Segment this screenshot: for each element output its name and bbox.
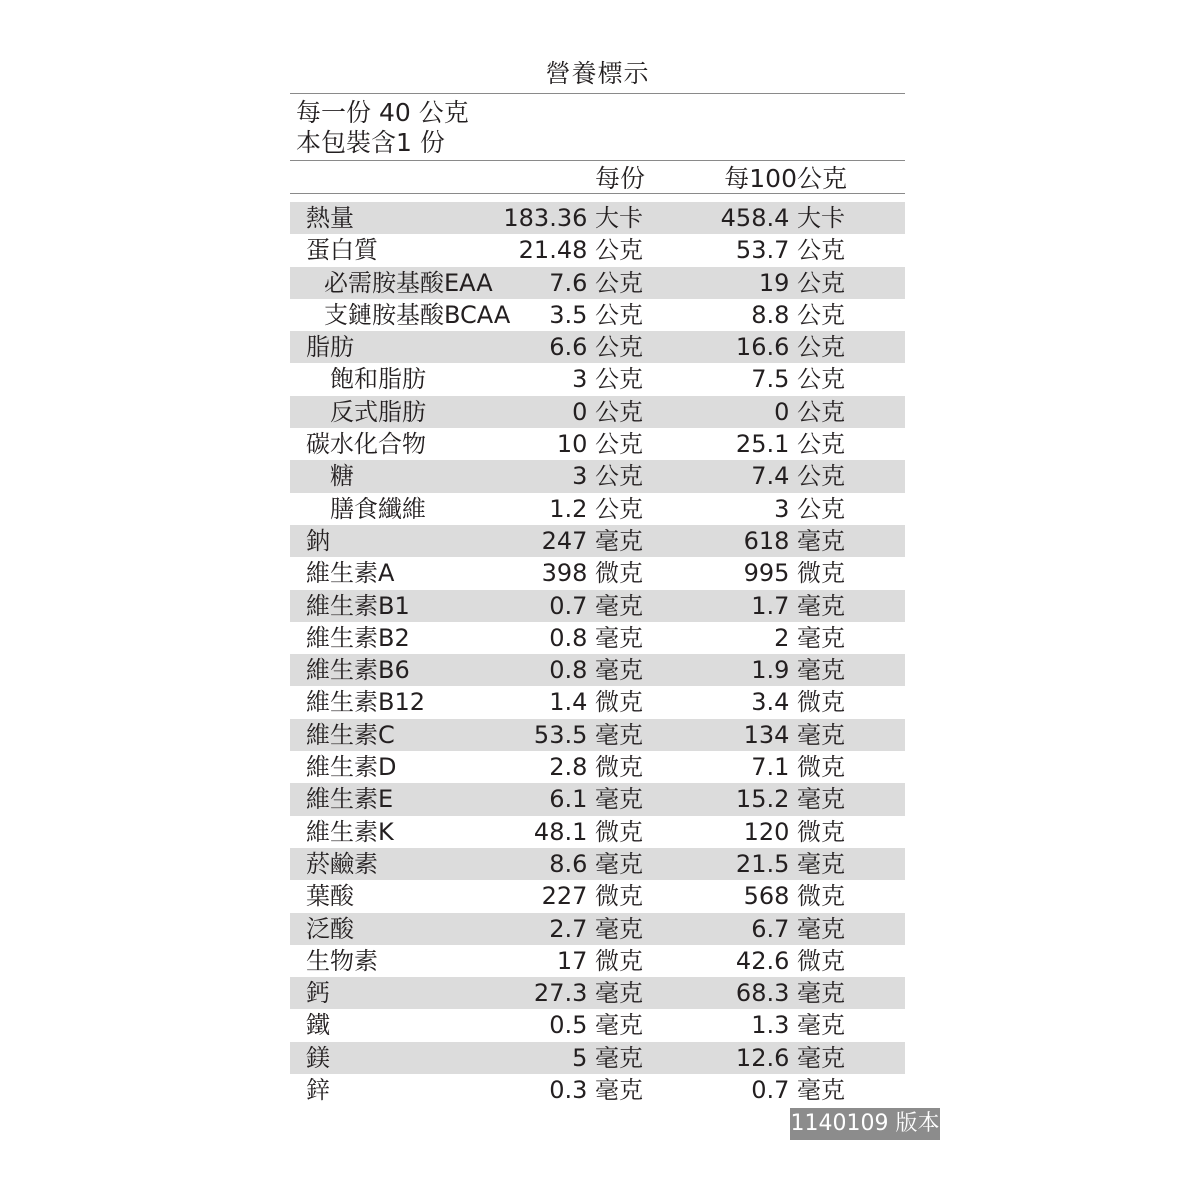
value-per-serving: 1.4 微克 — [549, 688, 643, 717]
table-row — [290, 654, 905, 686]
value-per-serving: 398 微克 — [541, 559, 643, 588]
value-per-100g: 25.1 公克 — [735, 430, 845, 459]
column-header-row — [290, 161, 905, 193]
table-row — [290, 1074, 905, 1106]
nutrient-name: 維生素C — [306, 720, 395, 749]
table-row — [290, 719, 905, 751]
value-per-serving: 17 微克 — [556, 946, 643, 975]
table-row — [290, 1009, 905, 1041]
value-per-serving: 0.8 毫克 — [549, 656, 643, 685]
table-row — [290, 977, 905, 1009]
value-per-serving: 227 微克 — [541, 882, 643, 911]
value-per-100g: 8.8 公克 — [751, 300, 845, 329]
table-row — [290, 751, 905, 783]
version-badge: 1140109 版本 — [790, 1108, 940, 1140]
column-header-per-serving: 每份 — [594, 164, 645, 193]
value-per-serving: 1.2 公克 — [549, 494, 643, 523]
table-row — [290, 331, 905, 363]
value-per-serving: 2.7 毫克 — [549, 914, 643, 943]
value-per-100g: 2 毫克 — [774, 623, 845, 652]
nutrient-name: 菸鹼素 — [306, 849, 378, 878]
nutrient-name: 泛酸 — [306, 914, 354, 943]
value-per-100g: 458.4 大卡 — [720, 204, 845, 232]
table-row — [290, 816, 905, 848]
table-row — [290, 880, 905, 912]
table-row — [290, 848, 905, 880]
nutrient-rows — [290, 202, 905, 1106]
nutrient-name: 維生素K — [306, 817, 394, 846]
table-row — [290, 1042, 905, 1074]
value-per-100g: 7.5 公克 — [751, 365, 845, 394]
value-per-serving: 10 公克 — [556, 430, 643, 459]
nutrient-name: 膳食纖維 — [330, 494, 426, 523]
value-per-serving: 3.5 公克 — [549, 300, 643, 329]
value-per-serving: 0.5 毫克 — [549, 1011, 643, 1040]
value-per-100g: 995 微克 — [743, 559, 845, 588]
serving-info — [290, 94, 905, 160]
nutrient-name: 碳水化合物 — [306, 430, 426, 459]
value-per-100g: 12.6 毫克 — [735, 1043, 845, 1072]
table-row — [290, 686, 905, 718]
nutrient-name: 反式脂肪 — [330, 397, 426, 426]
value-per-100g: 42.6 微克 — [735, 946, 845, 975]
table-row — [290, 913, 905, 945]
value-per-serving: 6.6 公克 — [549, 333, 643, 362]
value-per-serving: 3 公克 — [572, 365, 643, 394]
nutrient-name: 鈣 — [306, 979, 330, 1008]
table-row — [290, 299, 905, 331]
value-per-100g: 16.6 公克 — [735, 333, 845, 362]
value-per-100g: 19 公克 — [758, 268, 845, 297]
table-row — [290, 234, 905, 266]
table-row — [290, 396, 905, 428]
nutrient-name: 鎂 — [306, 1043, 330, 1072]
value-per-100g: 7.1 微克 — [751, 753, 845, 782]
table-row — [290, 557, 905, 589]
value-per-100g: 53.7 公克 — [735, 236, 845, 265]
value-per-100g: 15.2 毫克 — [735, 785, 845, 814]
nutrient-name: 維生素B2 — [306, 623, 410, 652]
value-per-serving: 3 公克 — [572, 462, 643, 491]
value-per-100g: 6.7 毫克 — [751, 914, 845, 943]
value-per-serving: 2.8 微克 — [549, 753, 643, 782]
value-per-100g: 1.7 毫克 — [751, 591, 845, 620]
nutrient-name: 糖 — [330, 462, 354, 491]
nutrient-name: 葉酸 — [306, 882, 354, 911]
nutrient-name: 維生素E — [306, 785, 394, 814]
value-per-100g: 21.5 毫克 — [735, 849, 845, 878]
value-per-serving: 183.36 大卡 — [503, 204, 643, 232]
nutrient-name: 生物素 — [306, 946, 378, 975]
value-per-serving: 6.1 毫克 — [549, 785, 643, 814]
value-per-100g: 1.3 毫克 — [751, 1011, 845, 1040]
nutrient-name: 維生素B1 — [306, 591, 410, 620]
table-row — [290, 783, 905, 815]
value-per-serving: 8.6 毫克 — [549, 849, 643, 878]
table-row — [290, 202, 905, 234]
table-row — [290, 460, 905, 492]
nutrient-name: 鈉 — [306, 526, 330, 555]
nutrient-name: 必需胺基酸EAA — [324, 268, 493, 297]
value-per-100g: 0 公克 — [774, 397, 845, 426]
value-per-100g: 1.9 毫克 — [751, 656, 845, 685]
serving-size: 每一份 40 公克 — [296, 98, 469, 127]
column-header-per-100g: 每100公克 — [724, 164, 847, 193]
nutrient-name: 維生素D — [306, 753, 397, 782]
nutrient-name: 維生素A — [306, 559, 395, 588]
value-per-serving: 27.3 毫克 — [533, 979, 643, 1008]
nutrient-name: 支鏈胺基酸BCAA — [324, 300, 511, 329]
value-per-100g: 568 微克 — [743, 882, 845, 911]
value-per-serving: 53.5 毫克 — [533, 720, 643, 749]
value-per-100g: 3.4 微克 — [751, 688, 845, 717]
value-per-serving: 48.1 微克 — [533, 817, 643, 846]
value-per-serving: 0 公克 — [572, 397, 643, 426]
nutrient-name: 蛋白質 — [306, 236, 378, 265]
value-per-100g: 7.4 公克 — [751, 462, 845, 491]
servings-per-package: 本包裝含1 份 — [296, 128, 445, 157]
value-per-serving: 21.48 公克 — [518, 236, 643, 265]
value-per-serving: 0.7 毫克 — [549, 591, 643, 620]
nutrition-label — [290, 55, 905, 1106]
value-per-serving: 0.8 毫克 — [549, 623, 643, 652]
table-row — [290, 428, 905, 460]
table-row — [290, 622, 905, 654]
value-per-100g: 120 微克 — [743, 817, 845, 846]
table-row — [290, 945, 905, 977]
nutrient-name: 鋅 — [306, 1076, 330, 1105]
table-row — [290, 267, 905, 299]
label-title: 營養標示 — [545, 59, 650, 88]
value-per-100g: 3 公克 — [774, 494, 845, 523]
table-row — [290, 493, 905, 525]
value-per-serving: 7.6 公克 — [549, 268, 643, 297]
value-per-100g: 68.3 毫克 — [735, 979, 845, 1008]
value-per-serving: 5 毫克 — [572, 1043, 643, 1072]
value-per-100g: 618 毫克 — [743, 526, 845, 555]
value-per-serving: 0.3 毫克 — [549, 1076, 643, 1105]
table-row — [290, 363, 905, 395]
nutrient-name: 維生素B6 — [306, 656, 410, 685]
nutrient-name: 維生素B12 — [306, 688, 426, 717]
nutrient-name: 飽和脂肪 — [330, 365, 426, 394]
value-per-100g: 0.7 毫克 — [751, 1076, 845, 1105]
value-per-100g: 134 毫克 — [743, 720, 845, 749]
table-row — [290, 590, 905, 622]
nutrient-name: 脂肪 — [306, 333, 354, 362]
value-per-serving: 247 毫克 — [541, 526, 643, 555]
nutrient-name: 鐵 — [306, 1011, 330, 1040]
table-row — [290, 525, 905, 557]
nutrient-name: 熱量 — [306, 204, 354, 232]
